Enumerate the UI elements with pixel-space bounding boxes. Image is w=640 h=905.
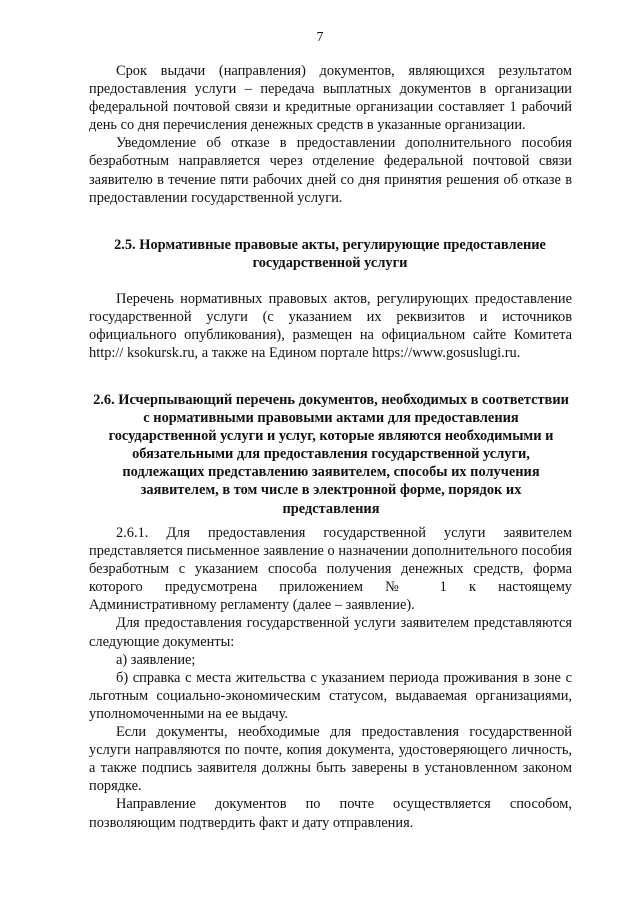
- section-2-6-text-block: [89, 524, 572, 832]
- paragraph-normative-acts: Перечень нормативных правовых актов, регулирующих предоставление государственной услуги (с указанием их реквизитов и источников официального опубликования), размещен на официальном сайте Комитета http:// ksokursk.ru, а также на Едином портале https://www.gosuslugi.ru.: [89, 291, 572, 362]
- section-2-5-text-block: [89, 290, 572, 362]
- paragraph-mail-method: Направление документов по почте осуществляется способом, позволяющим подтвердить факт и дату отправления.: [89, 796, 572, 831]
- section-2-5-heading-block: [110, 236, 550, 272]
- page-number: 7: [316, 30, 324, 45]
- list-item-b: б) справка с места жительства с указанием периода проживания в зоне с льготным социально-экономическим статусом, выдаваемая организациями, уполномоченными на ее выдачу.: [89, 669, 572, 722]
- section-2-6-heading: 2.6. Исчерпывающий перечень документов, необходимых в соответствии с нормативными правовыми актами для предоставления государственной услуги и услуг, которые являются необходимыми и обязательными для предоставления государственной услуги, подлежащих представлению заявителем, способы их получения заявителем, в том числе в электронной форме, порядок их представления: [93, 392, 569, 517]
- paragraph-delivery-term: Срок выдачи (направления) документов, являющихся результатом предоставления услуги – передача выплатных документов в организации федеральной почтовой связи и кредитные организации составляет 1 рабочий день со дня перечисления денежных средств в указанные организации.: [89, 63, 572, 134]
- section-2-6-heading-block: [92, 391, 570, 518]
- list-item-a: а) заявление;: [116, 651, 196, 668]
- paragraph-by-mail: Если документы, необходимые для предоставления государственной услуги направляются по почте, копия документа, удостоверяющего личность, а также подпись заявителя должны быть заверены в установленном законом порядке.: [89, 724, 572, 795]
- section-2-5-heading: 2.5. Нормативные правовые акты, регулирующие предоставление государственной услуги: [114, 237, 546, 272]
- paragraph-refusal-notice: Уведомление об отказе в предоставлении дополнительного пособия безработным направляется через отделение федеральной почтовой связи заявителю в течение пяти рабочих дней со дня принятия решения об отказе в предоставлении государственной услуги.: [89, 135, 572, 206]
- paragraph-documents-intro: Для предоставления государственной услуги заявителем представляются следующие документы:: [89, 615, 572, 650]
- paragraph-2-6-1: 2.6.1. Для предоставления государственной услуги заявителем представляется письменное заявление о назначении дополнительного пособия безработным с указанием способа получения денежных средств, форма которого предусмотрена приложением № 1 к настоящему Административному регламенту (далее – заявление).: [89, 525, 572, 614]
- intro-text-block: [89, 62, 572, 207]
